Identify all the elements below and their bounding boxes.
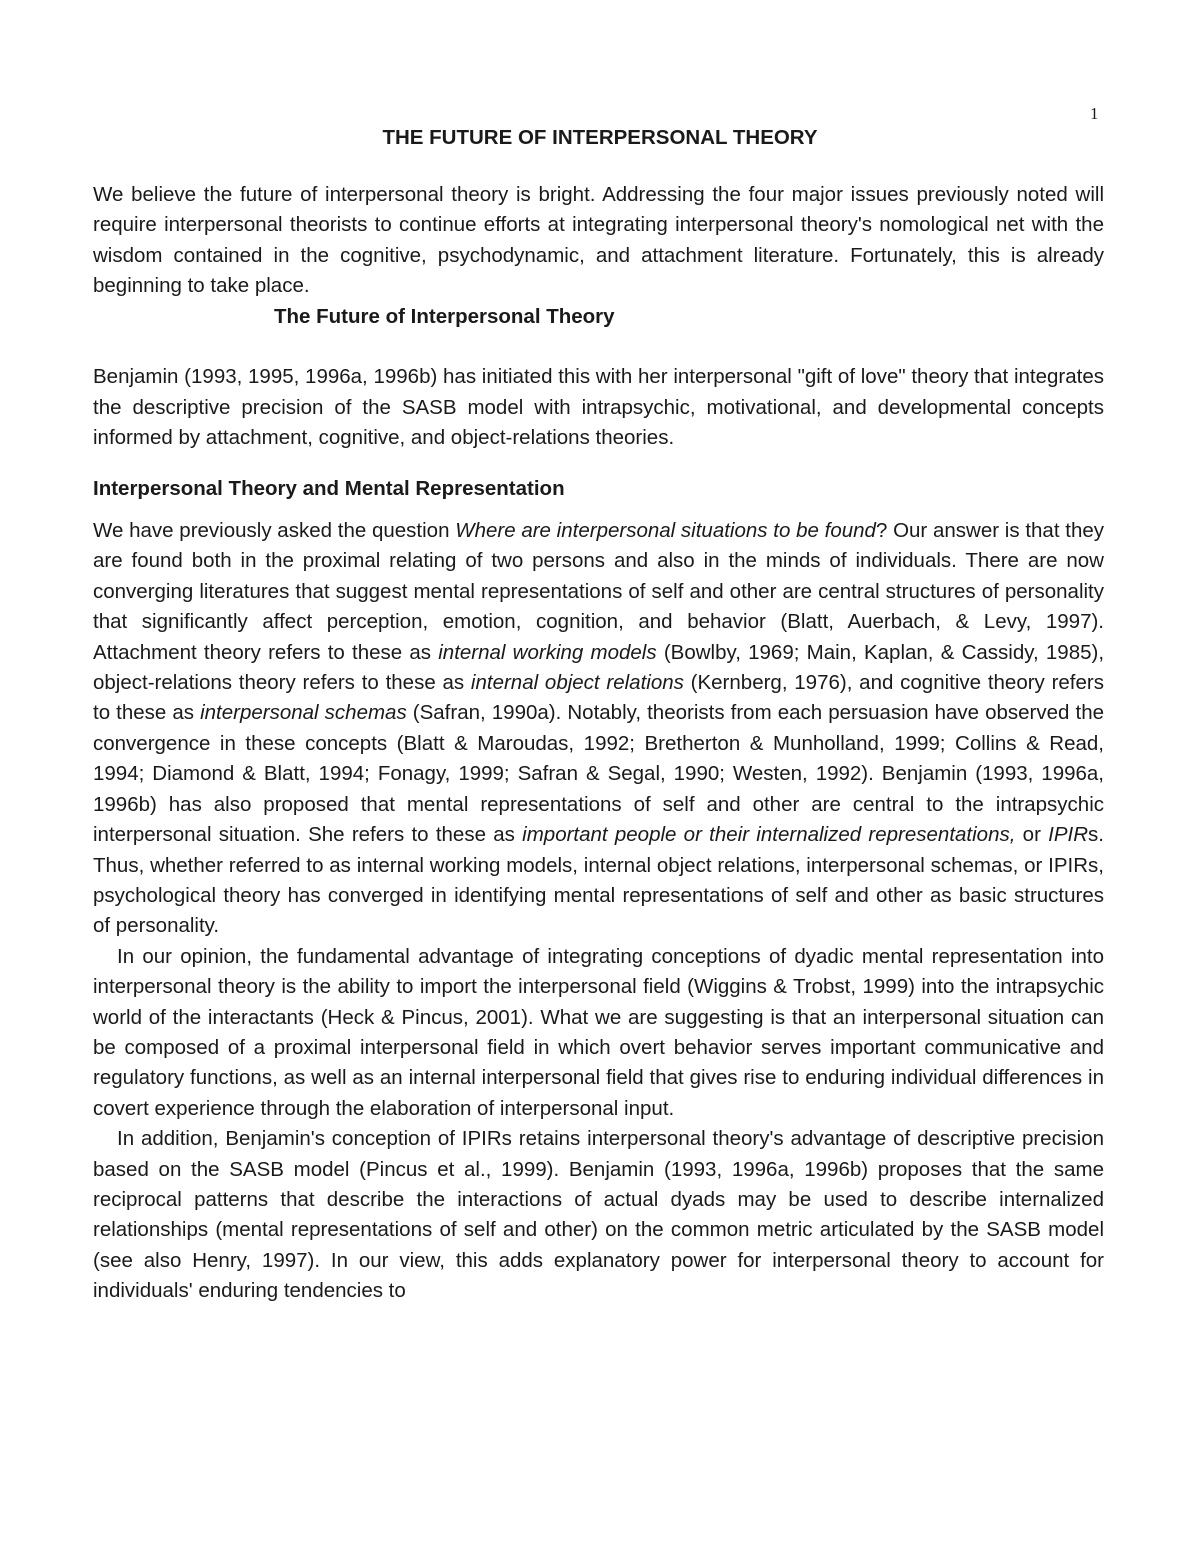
subtitle: The Future of Interpersonal Theory bbox=[274, 304, 615, 328]
italic-term: internal object relations bbox=[470, 671, 684, 695]
italic-term: interpersonal schemas bbox=[200, 701, 407, 725]
gap bbox=[93, 504, 1104, 516]
text-run: s. Thus, whether referred to as internal working models, internal object relations, interpersonal schemas, or IPIRs, psychological theory has converged in identifying mental representations of self and other as basic structures of personality. bbox=[93, 823, 1104, 938]
italic-question: Where are interpersonal situations to be found bbox=[455, 519, 876, 543]
benjamin-paragraph: Benjamin (1993, 1995, 1996a, 1996b) has initiated this with her interpersonal "gift of love" theory that integrates the descriptive precision of the SASB model with intrapsychic, motivational, and developmental concepts informed by attachment, cognitive, and object-relations theories. bbox=[93, 365, 1104, 450]
document-body bbox=[93, 180, 1104, 1307]
section-heading: Interpersonal Theory and Mental Representation bbox=[93, 476, 565, 500]
text-run: (Bowlby, 1969; Main, Kaplan, & Cassidy, 1985), object-relations theory refers to these as bbox=[93, 640, 1105, 695]
text-run: (Kernberg, 1976), and cognitive theory refers to these as bbox=[93, 671, 1104, 725]
italic-term: important people or their internalized representations, bbox=[522, 823, 1016, 847]
page-number: 1 bbox=[1090, 104, 1099, 123]
text-run: ? Our answer is that they are found both in the proximal relating of two persons and also in the minds of individuals. There are now converging literatures that suggest mental representations of self and other are central structures of personality that significantly affect perception, emotion, cognition, and behavior (Blatt, Auerbach, & Levy, 1997). Attachment theory refers to these as bbox=[93, 519, 1104, 664]
spacer bbox=[93, 332, 1104, 362]
italic-term: IPIR bbox=[1048, 823, 1089, 847]
addition-paragraph: In addition, Benjamin's conception of IPIRs retains interpersonal theory's advantage of descriptive precision based on the SASB model (Pincus et al., 1999). Benjamin (1993, 1996a, 1996b) proposes that the same reciprocal patterns that describe the interactions of actual dyads may be used to describe internalized relationships (mental representations of self and other) on the common metric articulated by the SASB model (see also Henry, 1997). In our view, this adds explanatory power for interpersonal theory to account for individuals' enduring tendencies to bbox=[93, 1127, 1104, 1303]
intro-paragraph: We believe the future of interpersonal theory is bright. Addressing the four major issues previously noted will require interpersonal theorists to continue efforts at integrating interpersonal theory's nomological net with the wisdom contained in the cognitive, psychodynamic, and attachment literature. Fortunately, this is already beginning to take place. bbox=[93, 183, 1104, 298]
text-run: (Safran, 1990a). Notably, theorists from each persuasion have observed the convergence in these concepts (Blatt & Maroudas, 1992; Bretherton & Munholland, 1999; Collins & Read, 1994; Diamond & Blatt, 1994; Fonagy, 1999; Safran & Segal, 1990; Westen, 1992). Benjamin (1993, 1996a, 1996b) has also proposed that mental representations of self and other are central to the intrapsychic interpersonal situation. She refers to these as bbox=[93, 701, 1104, 847]
document-title: THE FUTURE OF INTERPERSONAL THEORY bbox=[382, 126, 818, 149]
italic-term: internal working models bbox=[438, 640, 657, 664]
mental-representation-paragraph bbox=[93, 516, 1104, 942]
text-run: We have previously asked the question bbox=[93, 519, 456, 543]
text-run: or bbox=[1015, 823, 1049, 847]
opinion-paragraph: In our opinion, the fundamental advantage of integrating conceptions of dyadic mental representation into interpersonal theory is the ability to import the interpersonal field (Wiggins & Trobst, 1999) into the intrapsychic world of the interactants (Heck & Pincus, 2001). What we are suggesting is that an interpersonal situation can be composed of a proximal interpersonal field in which overt behavior serves important communicative and regulatory functions, as well as an internal interpersonal field that gives rise to enduring individual differences in covert experience through the elaboration of interpersonal input. bbox=[93, 944, 1104, 1120]
